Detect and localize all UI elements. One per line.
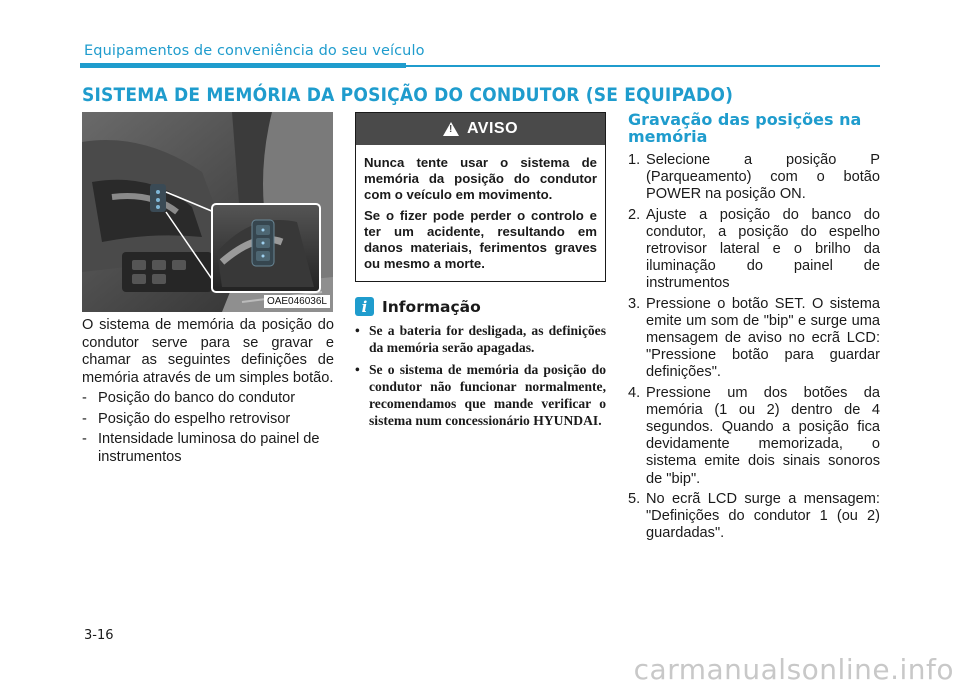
door-illustration — [82, 112, 333, 312]
step-text: No ecrã LCD surge a mensagem: "Definições do condutor 1 (ou 2) guardadas". — [646, 490, 880, 542]
chapter-title: Equipamentos de conveniência do seu veículo — [84, 43, 425, 59]
step-number: 5. — [628, 490, 641, 507]
warning-header — [356, 113, 605, 145]
warning-triangle-icon: ! — [443, 122, 459, 136]
watermark: carmanualsonline.info — [633, 653, 954, 686]
intro-paragraph: O sistema de memória da posição do condutor serve para se gravar e chamar as seguintes definições de memória através de um simples botão. — [82, 317, 334, 386]
warning-body — [356, 145, 605, 272]
list-item: - Posição do espelho retrovisor — [82, 411, 334, 429]
info-title: Informação — [382, 297, 481, 316]
info-header — [355, 297, 481, 316]
figure-code: OAE046036L — [264, 295, 330, 308]
step-text: Ajuste a posição do banco do condutor, a posição do espelho retrovisor lateral e o brilho da iluminação do painel de instrumentos — [646, 206, 880, 292]
step-item — [628, 152, 880, 204]
step-item — [628, 207, 880, 293]
step-text: Pressione um dos botões da memória (1 ou 2) dentro de 4 segundos. Quando a posição fica devidamente memorizada, o sistema emite dois sinais sonoros de "bip". — [646, 384, 880, 487]
procedure-title: Gravação das posições na memória — [628, 110, 862, 146]
door-memory-photo — [82, 112, 333, 312]
info-icon: i — [355, 297, 374, 316]
warning-title: AVISO — [466, 120, 519, 137]
warning-paragraph: Nunca tente usar o sistema de memória da posição do condutor com o veículo em movimento. — [364, 155, 597, 202]
step-text: Pressione o botão SET. O sistema emite um som de "bip" e surge uma mensagem de aviso no ecrã LCD: "Pressione botão para guardar definições". — [646, 295, 880, 381]
list-item: - Posição do banco do condutor — [82, 390, 334, 408]
step-number: 3. — [628, 295, 641, 312]
header-bar — [80, 63, 406, 68]
header-rule — [406, 65, 880, 67]
procedure-steps — [628, 152, 880, 545]
info-item: • Se a bateria for desligada, as definições da memória serão apagadas. — [355, 322, 606, 356]
page-number: 3-16 — [84, 628, 114, 643]
step-item — [628, 385, 880, 488]
intro-column — [82, 317, 334, 469]
step-number: 4. — [628, 384, 641, 401]
section-title: SISTEMA DE MEMÓRIA DA POSIÇÃO DO CONDUTOR (SE EQUIPADO) — [82, 84, 734, 106]
info-list — [355, 322, 606, 434]
step-item — [628, 296, 880, 382]
step-number: 2. — [628, 206, 641, 223]
settings-list — [82, 390, 334, 466]
info-item: • Se o sistema de memória da posição do condutor não funcionar normalmente, recomendamos que mande verificar o sistema num concessionário HYUNDAI. — [355, 361, 606, 429]
warning-box — [355, 112, 606, 282]
step-number: 1. — [628, 152, 641, 168]
step-item — [628, 491, 880, 543]
step-text: Selecione a posição P (Parqueamento) com o botão POWER na posição ON. — [646, 152, 880, 203]
warning-paragraph: Se o fizer pode perder o controlo e ter um acidente, resultando em danos materiais, ferimentos graves ou mesmo a morte. — [364, 208, 597, 271]
list-item: - Intensidade luminosa do painel de instrumentos — [82, 431, 334, 466]
